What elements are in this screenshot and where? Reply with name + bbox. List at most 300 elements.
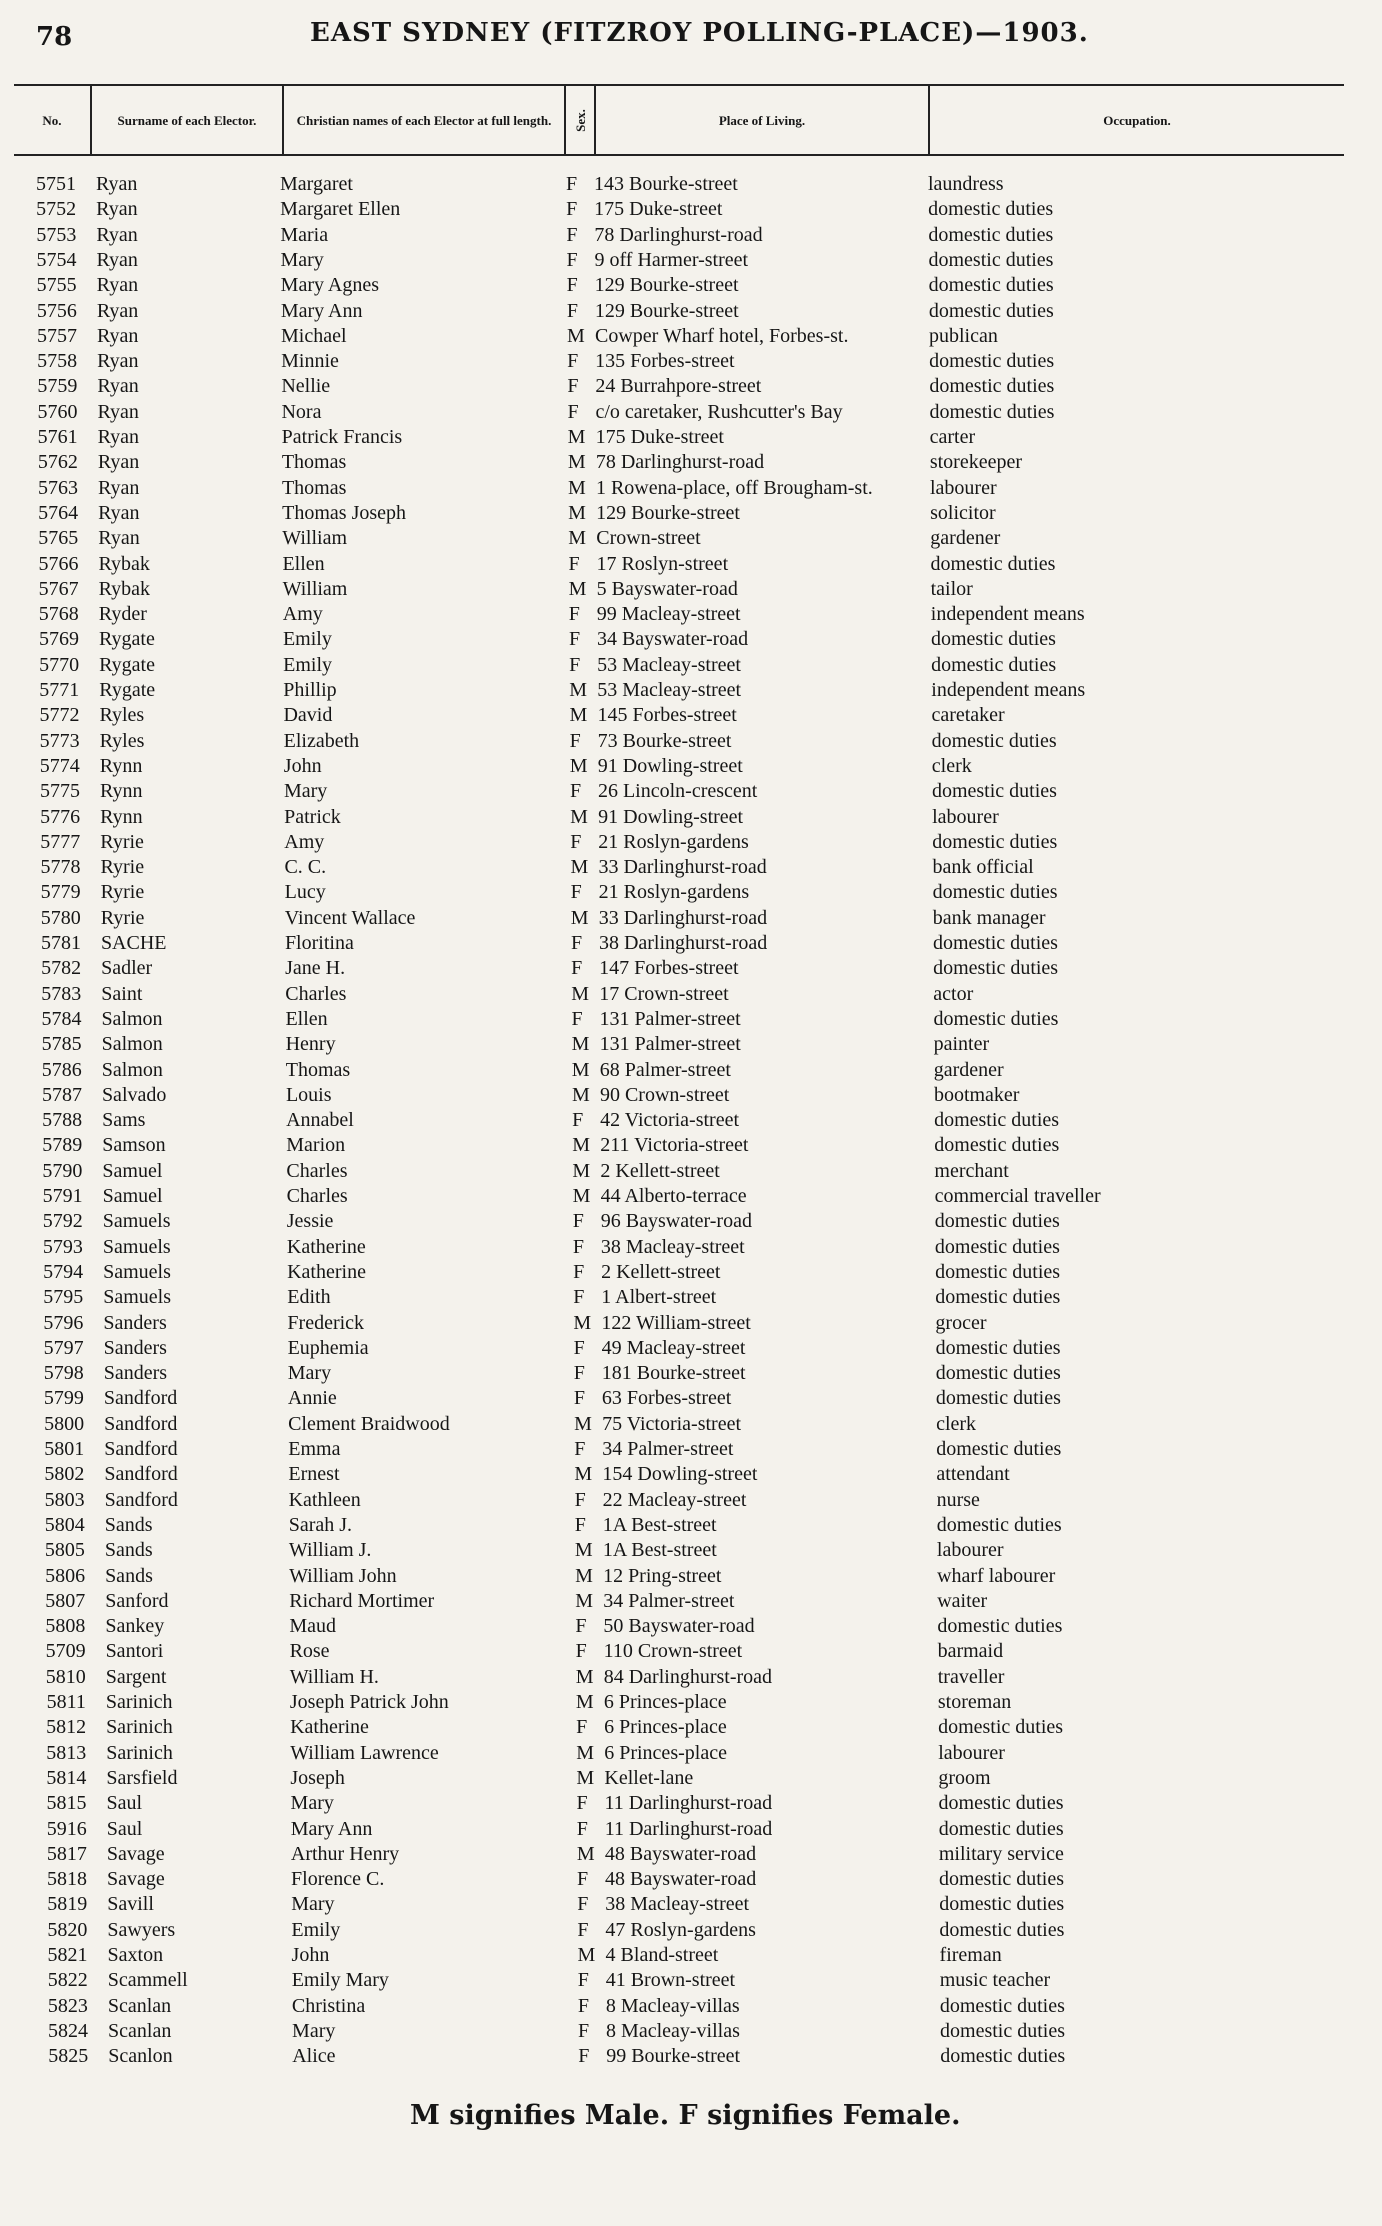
elector-christian-names: Elizabeth xyxy=(283,729,360,752)
elector-number: 5760 xyxy=(37,400,78,423)
elector-christian-names: Mary Ann xyxy=(280,299,363,322)
elector-number: 5762 xyxy=(37,451,78,474)
elector-place-of-living: 63 Forbes-street xyxy=(601,1387,732,1410)
elector-christian-names: Alice xyxy=(292,2045,336,2068)
elector-number: 5758 xyxy=(37,350,78,373)
elector-surname: Rynn xyxy=(99,754,143,777)
elector-sex: F xyxy=(578,2045,590,2068)
elector-number: 5821 xyxy=(47,1944,88,1966)
elector-sex: F xyxy=(572,1235,585,1258)
elector-sex: F xyxy=(571,957,583,980)
table-row xyxy=(0,1918,1382,1943)
elector-sex: M xyxy=(566,324,585,347)
table-row xyxy=(0,2044,1382,2069)
table-header xyxy=(14,84,1344,156)
elector-place-of-living: 26 Lincoln-crescent xyxy=(597,780,758,803)
elector-place-of-living: 6 Princes-place xyxy=(603,1691,727,1713)
elector-number: 5795 xyxy=(43,1286,84,1309)
elector-surname: Sanders xyxy=(103,1336,167,1359)
elector-place-of-living: 17 Roslyn-street xyxy=(596,552,729,575)
elector-occupation: domestic duties xyxy=(939,1994,1065,2017)
elector-place-of-living: 53 Macleay-street xyxy=(597,679,742,701)
table-row xyxy=(0,1943,1382,1968)
elector-sex: F xyxy=(576,1716,588,1739)
elector-place-of-living: c/o caretaker, Rushcutter's Bay xyxy=(595,400,843,423)
elector-occupation: domestic duties xyxy=(935,1336,1061,1359)
elector-occupation: domestic duties xyxy=(931,729,1057,752)
elector-occupation: domestic duties xyxy=(937,1615,1063,1638)
table-row xyxy=(0,729,1382,754)
elector-surname: Salvado xyxy=(101,1083,167,1106)
elector-sex: F xyxy=(574,1513,586,1536)
elector-place-of-living: 42 Victoria-street xyxy=(600,1109,740,1132)
elector-sex: F xyxy=(573,1387,586,1410)
table-row xyxy=(0,1336,1382,1361)
elector-occupation: domestic duties xyxy=(938,1716,1064,1739)
table-row xyxy=(0,1538,1382,1563)
elector-number: 5753 xyxy=(36,223,77,246)
elector-occupation: merchant xyxy=(934,1159,1009,1182)
elector-place-of-living: 73 Bourke-street xyxy=(597,729,732,752)
elector-number: 5802 xyxy=(44,1463,85,1486)
page-header xyxy=(0,8,1382,52)
elector-number: 5916 xyxy=(46,1817,87,1840)
elector-occupation: domestic duties xyxy=(929,400,1055,423)
elector-sex: M xyxy=(569,679,588,701)
elector-place-of-living: 2 Kellett-street xyxy=(601,1260,721,1283)
elector-occupation: domestic duties xyxy=(935,1387,1061,1410)
elector-place-of-living: 175 Duke-street xyxy=(595,426,724,448)
elector-occupation: gardener xyxy=(933,1058,1004,1081)
elector-occupation: domestic duties xyxy=(932,881,1058,904)
elector-surname: Saxton xyxy=(107,1944,164,1966)
elector-christian-names: Patrick Francis xyxy=(281,426,403,448)
elector-sex: F xyxy=(578,2019,590,2042)
elector-sex: M xyxy=(576,1842,595,1865)
elector-surname: Savill xyxy=(107,1893,154,1916)
elector-surname: Ryan xyxy=(97,451,140,474)
elector-number: 5770 xyxy=(39,653,80,676)
elector-surname: Saint xyxy=(101,982,143,1005)
elector-number: 5825 xyxy=(48,2045,89,2068)
elector-christian-names: Emily xyxy=(291,1918,341,1941)
elector-sex: F xyxy=(566,274,578,297)
table-row xyxy=(0,602,1382,627)
elector-christian-names: Emma xyxy=(288,1438,341,1460)
elector-surname: Sarsfield xyxy=(106,1766,178,1789)
elector-place-of-living: 48 Bayswater-road xyxy=(605,1868,757,1891)
elector-sex: F xyxy=(573,1336,585,1359)
elector-place-of-living: 1A Best-street xyxy=(602,1513,717,1536)
elector-number: 5766 xyxy=(38,552,79,575)
elector-surname: Sands xyxy=(104,1513,153,1536)
elector-number: 5769 xyxy=(38,628,79,651)
elector-christian-names: Florence C. xyxy=(291,1868,385,1891)
elector-place-of-living: 90 Crown-street xyxy=(599,1083,730,1106)
elector-sex: M xyxy=(574,1463,593,1486)
elector-surname: Ryles xyxy=(99,729,145,752)
elector-surname: Salmon xyxy=(101,1007,163,1030)
elector-sex: M xyxy=(576,1766,595,1789)
elector-sex: F xyxy=(572,1210,584,1233)
table-row xyxy=(0,1994,1382,2019)
elector-christian-names: Mary xyxy=(292,2019,336,2042)
elector-place-of-living: 6 Princes-place xyxy=(604,1716,727,1739)
elector-christian-names: Mary Ann xyxy=(290,1817,373,1840)
elector-occupation: laundress xyxy=(928,173,1004,195)
elector-christian-names: Thomas xyxy=(281,451,347,474)
elector-surname: Ryan xyxy=(96,274,139,297)
elector-sex: M xyxy=(567,426,586,448)
elector-sex: F xyxy=(568,628,581,651)
elector-christian-names: Thomas xyxy=(281,476,347,499)
elector-christian-names: Thomas xyxy=(285,1058,351,1081)
elector-christian-names: C. C. xyxy=(284,856,327,879)
elector-sex: F xyxy=(575,1640,587,1663)
elector-sex: F xyxy=(569,653,581,676)
elector-christian-names: Sarah J. xyxy=(288,1513,353,1536)
table-row xyxy=(0,1184,1382,1209)
col-header-occupation: Occupation. xyxy=(1103,112,1171,128)
elector-place-of-living: 11 Darlinghurst-road xyxy=(604,1792,773,1815)
elector-sex: M xyxy=(568,501,586,524)
elector-number: 5780 xyxy=(40,906,81,929)
elector-sex: F xyxy=(572,1109,584,1132)
elector-christian-names: Jessie xyxy=(286,1210,334,1233)
page-number: 78 xyxy=(36,22,73,52)
elector-surname: Sarinich xyxy=(106,1716,173,1739)
elector-occupation: domestic duties xyxy=(940,2045,1066,2068)
page-title: EAST SYDNEY (FITZROY POLLING-PLACE)—1903. xyxy=(310,18,1089,48)
elector-occupation: domestic duties xyxy=(935,1260,1061,1283)
elector-number: 5813 xyxy=(46,1741,87,1764)
elector-place-of-living: 11 Darlinghurst-road xyxy=(604,1817,773,1840)
elector-surname: Savage xyxy=(106,1842,165,1865)
elector-place-of-living: 44 Alberto-terrace xyxy=(600,1185,747,1207)
elector-number: 5752 xyxy=(36,198,77,221)
elector-christian-names: Emily xyxy=(282,628,332,651)
table-row xyxy=(0,400,1382,425)
elector-place-of-living: 38 Macleay-street xyxy=(600,1235,745,1258)
elector-number: 5808 xyxy=(45,1615,86,1638)
elector-surname: Rygate xyxy=(99,653,155,676)
elector-surname: Scanlan xyxy=(107,1994,172,2017)
elector-place-of-living: 2 Kellett-street xyxy=(600,1159,720,1182)
table-row xyxy=(0,1083,1382,1108)
elector-christian-names: Minnie xyxy=(281,350,339,373)
elector-surname: Sands xyxy=(105,1564,153,1587)
elector-number: 5768 xyxy=(38,603,79,626)
elector-surname: Sandford xyxy=(104,1412,178,1435)
elector-number: 5709 xyxy=(45,1640,86,1663)
table-row xyxy=(0,273,1382,298)
elector-surname: Ryan xyxy=(96,173,138,195)
elector-christian-names: William H. xyxy=(289,1665,379,1688)
table-row xyxy=(0,450,1382,475)
elector-place-of-living: 78 Darlinghurst-road xyxy=(595,451,765,474)
elector-christian-names: Amy xyxy=(282,603,323,626)
elector-christian-names: Phillip xyxy=(283,679,337,701)
elector-number: 5784 xyxy=(41,1007,82,1030)
elector-occupation: carter xyxy=(929,426,976,448)
elector-number: 5775 xyxy=(39,780,80,803)
table-row xyxy=(0,627,1382,652)
elector-christian-names: Margaret xyxy=(280,173,353,195)
elector-christian-names: Maud xyxy=(289,1615,337,1638)
elector-number: 5776 xyxy=(40,805,81,828)
table-row xyxy=(0,1311,1382,1336)
elector-number: 5799 xyxy=(43,1387,84,1410)
col-header-surname: Surname of each Elector. xyxy=(117,112,257,128)
elector-christian-names: Arthur Henry xyxy=(290,1842,400,1865)
elector-place-of-living: 5 Bayswater-road xyxy=(596,577,738,600)
elector-number: 5818 xyxy=(47,1868,88,1891)
elector-sex: M xyxy=(575,1589,594,1612)
table-row xyxy=(0,1462,1382,1487)
elector-place-of-living: 33 Darlinghurst-road xyxy=(598,906,768,929)
table-row xyxy=(0,1791,1382,1816)
elector-place-of-living: 8 Macleay-villas xyxy=(605,1994,740,2017)
elector-sex: M xyxy=(577,1944,596,1966)
elector-christian-names: Emily Mary xyxy=(291,1969,389,1992)
elector-surname: Ryan xyxy=(97,375,139,398)
elector-christian-names: Rose xyxy=(289,1640,330,1663)
elector-christian-names: Joseph Patrick John xyxy=(289,1691,449,1713)
elector-surname: Ryrie xyxy=(100,906,145,929)
elector-number: 5771 xyxy=(39,679,80,701)
table-row xyxy=(0,2019,1382,2044)
elector-place-of-living: 131 Palmer-street xyxy=(599,1033,741,1056)
elector-occupation: labourer xyxy=(936,1539,1004,1562)
elector-sex: M xyxy=(569,704,588,727)
elector-sex: M xyxy=(567,476,586,499)
elector-surname: Ryan xyxy=(96,299,139,322)
elector-occupation: domestic duties xyxy=(928,274,1054,297)
elector-place-of-living: 122 William-street xyxy=(601,1311,751,1334)
elector-place-of-living: 48 Bayswater-road xyxy=(604,1842,757,1865)
table-row xyxy=(0,830,1382,855)
elector-occupation: domestic duties xyxy=(932,830,1058,853)
elector-occupation: labourer xyxy=(938,1741,1005,1764)
elector-christian-names: Richard Mortimer xyxy=(289,1589,435,1612)
elector-place-of-living: 17 Crown-street xyxy=(599,982,729,1005)
elector-occupation: domestic duties xyxy=(934,1235,1060,1258)
elector-surname: Rybak xyxy=(98,552,150,575)
table-row xyxy=(0,931,1382,956)
elector-number: 5806 xyxy=(45,1564,86,1587)
table-row xyxy=(0,1614,1382,1639)
elector-sex: M xyxy=(571,982,590,1005)
elector-surname: Samuel xyxy=(102,1185,163,1207)
elector-surname: Samson xyxy=(102,1134,166,1157)
elector-occupation: caretaker xyxy=(931,704,1005,727)
elector-surname: Salmon xyxy=(101,1033,163,1056)
elector-surname: Ryles xyxy=(99,704,145,727)
elector-place-of-living: 41 Brown-street xyxy=(605,1969,736,1992)
elector-sex: F xyxy=(577,1918,589,1941)
elector-christian-names: Frederick xyxy=(287,1311,365,1334)
elector-occupation: domestic duties xyxy=(928,223,1054,246)
elector-surname: Ryan xyxy=(96,324,139,347)
elector-sex: M xyxy=(572,1134,591,1157)
elector-christian-names: Margaret Ellen xyxy=(280,198,401,221)
elector-occupation: labourer xyxy=(929,476,997,499)
elector-sex: F xyxy=(567,375,579,398)
table-row xyxy=(0,476,1382,501)
elector-place-of-living: 9 off Harmer-street xyxy=(594,248,749,271)
col-header-sex-label: Sex. xyxy=(572,108,588,132)
elector-place-of-living: 47 Roslyn-gardens xyxy=(605,1918,756,1941)
elector-sex: F xyxy=(568,603,580,626)
table-row xyxy=(0,248,1382,273)
elector-occupation: domestic duties xyxy=(936,1438,1062,1460)
elector-surname: Sands xyxy=(104,1539,153,1562)
elector-occupation: solicitor xyxy=(930,501,996,524)
elector-occupation: domestic duties xyxy=(934,1210,1060,1233)
elector-place-of-living: 99 Bourke-street xyxy=(606,2045,741,2068)
elector-number: 5763 xyxy=(37,476,78,499)
table-row xyxy=(0,1892,1382,1917)
elector-place-of-living: 135 Forbes-street xyxy=(595,350,735,373)
elector-number: 5803 xyxy=(44,1488,85,1511)
elector-number: 5796 xyxy=(43,1311,84,1334)
elector-surname: Scanlon xyxy=(108,2045,173,2068)
table-row xyxy=(0,197,1382,222)
elector-surname: Ryan xyxy=(97,350,139,373)
elector-occupation: storeman xyxy=(937,1691,1012,1713)
table-row xyxy=(0,552,1382,577)
elector-place-of-living: 110 Crown-street xyxy=(603,1640,743,1663)
elector-sex: M xyxy=(575,1665,594,1688)
elector-occupation: domestic duties xyxy=(939,1918,1065,1941)
elector-christian-names: Louis xyxy=(285,1083,332,1106)
elector-sex: F xyxy=(567,400,579,423)
elector-number: 5772 xyxy=(39,704,80,727)
elector-place-of-living: 78 Darlinghurst-road xyxy=(594,223,763,246)
elector-sex: M xyxy=(575,1691,594,1713)
elector-christian-names: Patrick xyxy=(284,805,341,828)
elector-christian-names: Lucy xyxy=(284,881,326,904)
elector-occupation: domestic duties xyxy=(928,299,1054,322)
elector-number: 5812 xyxy=(46,1716,87,1739)
elector-sex: M xyxy=(569,754,588,777)
elector-christian-names: William J. xyxy=(288,1539,372,1562)
elector-number: 5800 xyxy=(44,1412,85,1435)
elector-occupation: attendant xyxy=(936,1463,1010,1486)
elector-sex: M xyxy=(568,527,587,550)
elector-occupation: independent means xyxy=(931,679,1086,701)
elector-number: 5817 xyxy=(46,1842,87,1865)
elector-sex: F xyxy=(575,1615,587,1638)
elector-occupation: waiter xyxy=(937,1589,988,1612)
elector-number: 5786 xyxy=(41,1058,82,1081)
elector-christian-names: Nora xyxy=(281,400,322,423)
elector-place-of-living: 6 Princes-place xyxy=(604,1741,727,1764)
elector-number: 5792 xyxy=(42,1210,83,1233)
table-row xyxy=(0,1159,1382,1184)
elector-occupation: domestic duties xyxy=(932,932,1058,954)
elector-christian-names: Ernest xyxy=(288,1463,340,1486)
col-header-no: No. xyxy=(42,112,62,128)
elector-surname: Sanders xyxy=(103,1362,168,1385)
elector-sex: F xyxy=(569,729,581,752)
elector-occupation: domestic duties xyxy=(928,248,1054,271)
elector-sex: M xyxy=(570,856,589,879)
elector-christian-names: William xyxy=(282,577,348,600)
elector-surname: Sandford xyxy=(104,1438,178,1460)
elector-surname: Saul xyxy=(106,1817,143,1840)
elector-sex: F xyxy=(576,1817,588,1840)
elector-occupation: tailor xyxy=(930,577,973,600)
elector-occupation: publican xyxy=(928,324,998,347)
table-row xyxy=(0,1589,1382,1614)
elector-place-of-living: 75 Victoria-street xyxy=(602,1412,742,1435)
elector-surname: Ryan xyxy=(97,476,140,499)
table-row xyxy=(0,880,1382,905)
elector-surname: Saul xyxy=(106,1792,143,1815)
elector-occupation: wharf labourer xyxy=(937,1564,1056,1587)
elector-surname: Ryan xyxy=(96,198,138,221)
elector-place-of-living: 49 Macleay-street xyxy=(601,1336,746,1359)
elector-occupation: domestic duties xyxy=(938,1817,1064,1840)
elector-number: 5789 xyxy=(42,1134,83,1157)
table-row xyxy=(0,1386,1382,1411)
elector-surname: SACHE xyxy=(100,932,167,954)
elector-number: 5798 xyxy=(43,1362,84,1385)
elector-number: 5779 xyxy=(40,881,81,904)
elector-occupation: actor xyxy=(933,982,974,1005)
elector-occupation: domestic duties xyxy=(931,653,1057,676)
col-header-place: Place of Living. xyxy=(718,112,806,128)
col-header-christian: Christian names of each Elector at full length. xyxy=(296,112,552,128)
elector-occupation: domestic duties xyxy=(938,1792,1064,1815)
elector-christian-names: Annie xyxy=(287,1387,337,1410)
table-row xyxy=(0,779,1382,804)
elector-place-of-living: 147 Forbes-street xyxy=(599,957,739,980)
elector-number: 5774 xyxy=(39,754,80,777)
elector-sex: F xyxy=(573,1260,585,1283)
elector-surname: Ryan xyxy=(98,501,140,524)
table-row xyxy=(0,1513,1382,1538)
elector-number: 5781 xyxy=(40,932,81,954)
elector-place-of-living: 1A Best-street xyxy=(602,1539,717,1562)
elector-christian-names: Henry xyxy=(285,1033,336,1056)
elector-number: 5777 xyxy=(40,830,81,853)
elector-number: 5791 xyxy=(42,1185,83,1207)
table-row xyxy=(0,1007,1382,1032)
table-row xyxy=(0,1133,1382,1158)
table-row xyxy=(0,1412,1382,1437)
table-row xyxy=(0,1285,1382,1310)
elector-christian-names: Annabel xyxy=(286,1109,354,1132)
elector-christian-names: Charles xyxy=(286,1185,348,1207)
elector-occupation: domestic duties xyxy=(933,1007,1059,1030)
elector-occupation: domestic duties xyxy=(934,1109,1060,1132)
elector-occupation: bank manager xyxy=(932,906,1046,929)
elector-number: 5773 xyxy=(39,729,80,752)
table-row xyxy=(0,1968,1382,1993)
table-row xyxy=(0,374,1382,399)
elector-surname: Sarinich xyxy=(105,1691,173,1713)
elector-place-of-living: 91 Dowling-street xyxy=(598,805,744,828)
elector-place-of-living: 131 Palmer-street xyxy=(599,1007,741,1030)
table-row xyxy=(0,223,1382,248)
elector-place-of-living: 181 Bourke-street xyxy=(601,1362,746,1385)
elector-occupation: domestic duties xyxy=(928,198,1054,221)
elector-christian-names: Clement Braidwood xyxy=(288,1412,450,1435)
elector-surname: Rygate xyxy=(99,679,156,701)
elector-sex: M xyxy=(573,1311,592,1334)
